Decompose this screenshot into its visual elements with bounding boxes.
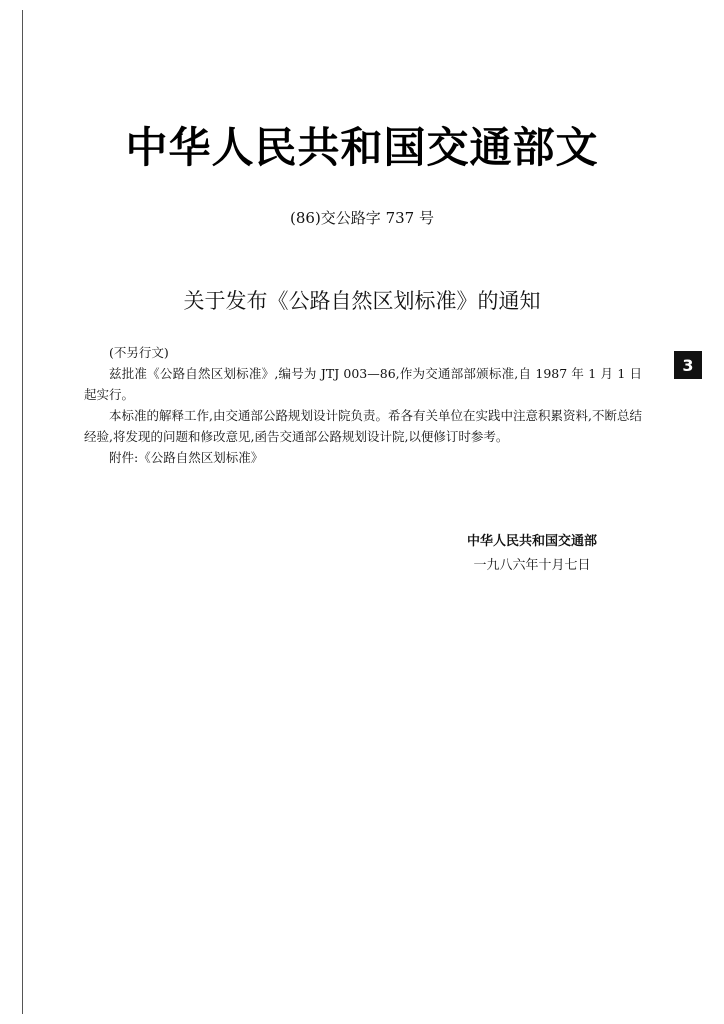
salutation-line: (不另行文) [109, 345, 169, 360]
notice-body [84, 342, 642, 468]
body-paragraph-approval: 兹批准《公路自然区划标准》,编号为 JTJ 003—86,作为交通部部颁标准,自 1987 年 1 月 1 日起实行。 [84, 366, 642, 402]
issuing-organization: 中华人民共和国交通部 [466, 534, 597, 549]
document-number: (86)交公路字 737 号 [290, 209, 434, 227]
signature-block [452, 530, 612, 578]
issue-date: 一九八六年十月七日 [473, 558, 591, 573]
notice-title: 关于发布《公路自然区划标准》的通知 [183, 289, 541, 313]
body-paragraph-interpretation: 本标准的解释工作,由交通部公路规划设计院负责。希各有关单位在实践中注意积累资料,不断总结经验,将发现的问题和修改意见,函告交通部公路规划设计院,以便修订时参考。 [84, 408, 642, 444]
document-header-title: 中华人民共和国交通部文 [125, 123, 599, 172]
attachment-line: 附件:《公路自然区划标准》 [109, 450, 264, 465]
page-number-tab: 3 [674, 351, 702, 379]
